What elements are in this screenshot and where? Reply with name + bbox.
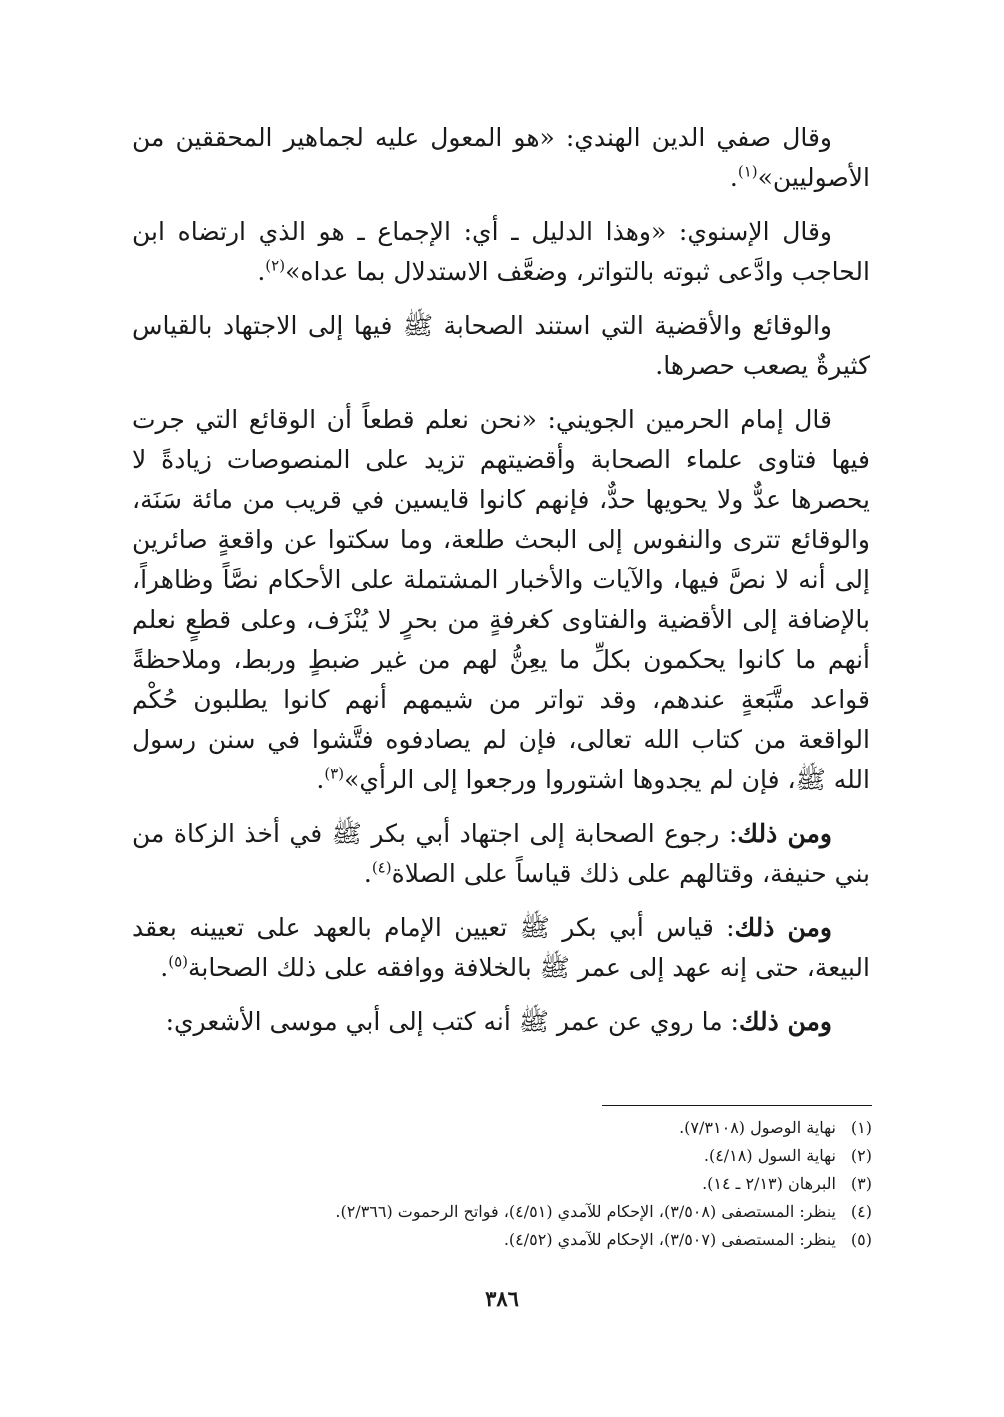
footnote-number: (١) xyxy=(850,1118,872,1137)
paragraph-lead: ومن ذلك xyxy=(738,1007,832,1036)
paragraph-tail: . xyxy=(160,953,169,982)
paragraph-text: قال إمام الحرمين الجويني: «نحن نعلم قطعاً أن الوقائع التي جرت فيها فتاوى علماء الصحابة وأقضيتهم تزيد على المنصوصات زيادةً لا يحصرها عدٌّ ولا يحويها حدٌّ، فإنهم كانوا قايسين في قريب من مائة سَنَة، والوقائع تترى والنفوس إلى البحث طلعة، وما سكتوا عن واقعةٍ صائرين إلى أنه لا نصَّ فيها، والآيات والأخبار المشتملة على الأحكام نصَّاً وظاهراً، بالإضافة إلى الأقضية والفتاوى كغرفةٍ من بحرٍ لا يُنْزَف، وعلى قطعٍ نعلم أنهم ما كانوا يحكمون بكلِّ ما يعِنُّ لهم من غير ضبطٍ وربط، وملاحظةً قواعد متَّبَعةٍ عندهم، وقد تواتر من شيمهم أنهم كانوا يطلبون حُكْم الواقعة من كتاب الله تعالى، فإن لم يصادفوه فتَّشوا في سنن رسول الله ﷺ، فإن لم يجدوها اشتوروا ورجعوا إلى الرأي» xyxy=(132,405,870,794)
footnote-item xyxy=(134,1114,872,1142)
paragraph-text: وقال صفي الدين الهندي: «هو المعول عليه لجماهير المحققين من الأصوليين» xyxy=(132,123,870,192)
paragraph-7 xyxy=(132,1002,870,1042)
footnote-number: (٣) xyxy=(850,1174,872,1193)
paragraph-5 xyxy=(132,814,870,894)
paragraph-text: والوقائع والأقضية التي استند الصحابة ﷺ فيها إلى الاجتهاد بالقياس كثيرةٌ يصعب حصرها. xyxy=(132,311,870,380)
paragraph-tail: . xyxy=(316,765,325,794)
footnote-number: (٥) xyxy=(850,1230,872,1249)
paragraph-6 xyxy=(132,908,870,988)
footnote-item xyxy=(134,1198,872,1226)
paragraph-1 xyxy=(132,118,870,198)
main-text xyxy=(132,118,870,1056)
footnote-ref[interactable]: (٥) xyxy=(168,952,189,971)
paragraph-tail: . xyxy=(257,257,266,286)
paragraph-lead: ومن ذلك xyxy=(734,913,832,942)
paragraph-2 xyxy=(132,212,870,292)
footnote-text: نهاية السول (٤/١٨). xyxy=(703,1146,836,1165)
paragraph-text: : قياس أبي بكر ﷺ تعيين الإمام بالعهد على تعيينه بعقد البيعة، حتى إنه عهد إلى عمر ﷺ بالخلافة ووافقه على ذلك الصحابة xyxy=(132,913,870,982)
footnote-text: ينظر: المستصفى (٣/٥٠٨)، الإحكام للآمدي (٤/٥١)، فواتح الرحموت (٢/٣٦٦). xyxy=(335,1202,836,1221)
footnote-item xyxy=(134,1170,872,1198)
paragraph-text: : رجوع الصحابة إلى اجتهاد أبي بكر ﷺ في أخذ الزكاة من بني حنيفة، وقتالهم على ذلك قياساً على الصلاة xyxy=(132,819,870,888)
paragraph-tail: . xyxy=(363,859,372,888)
footnote-text: نهاية الوصول (٧/٣١٠٨). xyxy=(679,1118,836,1137)
paragraph-text: : ما روي عن عمر ﷺ أنه كتب إلى أبي موسى الأشعري: xyxy=(165,1007,739,1036)
footnote-item xyxy=(134,1142,872,1170)
paragraph-3 xyxy=(132,306,870,386)
footnote-ref[interactable]: (٤) xyxy=(371,858,392,877)
paragraph-tail: . xyxy=(729,163,738,192)
footnote-text: ينظر: المستصفى (٣/٥٠٧)، الإحكام للآمدي (٤/٥٢). xyxy=(503,1230,836,1249)
footnote-ref[interactable]: (٣) xyxy=(324,764,345,783)
footnote-text: البرهان (٢/١٣ ـ ١٤). xyxy=(702,1174,836,1193)
footnotes-list xyxy=(134,1114,872,1254)
footnote-item xyxy=(134,1226,872,1254)
paragraph-4 xyxy=(132,400,870,800)
footnote-ref[interactable]: (٢) xyxy=(265,256,286,275)
footnote-number: (٢) xyxy=(850,1146,872,1165)
page-number: ٣٨٦ xyxy=(485,1286,519,1311)
footnote-number: (٤) xyxy=(850,1202,872,1221)
footnote-ref[interactable]: (١) xyxy=(737,162,758,181)
footnote-divider xyxy=(602,1105,872,1106)
paragraph-text: وقال الإسنوي: «وهذا الدليل ـ أي: الإجماع ـ هو الذي ارتضاه ابن الحاجب وادَّعى ثبوته بالتواتر، وضعَّف الاستدلال بما عداه» xyxy=(132,217,870,286)
paragraph-lead: ومن ذلك xyxy=(737,819,832,848)
